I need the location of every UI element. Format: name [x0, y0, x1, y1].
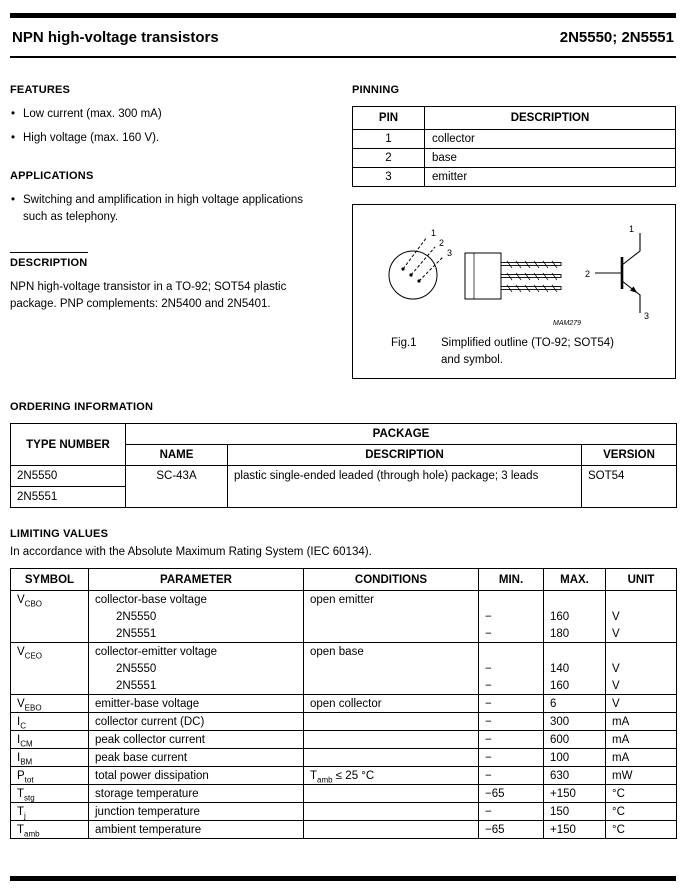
- limiting-note: In accordance with the Absolute Maximum Rating System (IEC 60134).: [10, 546, 372, 559]
- pin-label: 3: [644, 311, 650, 321]
- min-cell: −: [479, 749, 544, 767]
- unit-cell: °C: [606, 785, 677, 803]
- min-cell: [479, 643, 544, 661]
- conditions-cell: [304, 625, 479, 643]
- applications-list: [10, 192, 330, 225]
- limiting-values-section: [10, 528, 676, 839]
- version-column-header: VERSION: [582, 445, 677, 466]
- type-number-cell: 2N5551: [11, 487, 126, 508]
- symbol-cell: $V_{EBO}$: [11, 695, 89, 713]
- features-heading: FEATURES: [10, 84, 71, 96]
- two-column-area: [10, 84, 676, 379]
- min-cell: −: [479, 608, 544, 625]
- application-item: • Switching and amplification in high voltage applications such as telephony.: [10, 192, 330, 225]
- symbol-cell: [11, 625, 89, 643]
- pinning-heading: PINNING: [352, 84, 400, 96]
- conditions-cell: open emitter: [304, 591, 479, 609]
- figure-caption-text: Simplified outline (TO-92; SOT54) and symbol.: [441, 337, 614, 366]
- unit-cell: [606, 643, 677, 661]
- parameter-cell: collector current (DC): [89, 713, 304, 731]
- conditions-cell: $T_{amb} \le 25$ °C: [304, 767, 479, 785]
- right-column: [352, 84, 676, 379]
- table-row: [11, 803, 677, 821]
- pin-label: 3: [447, 248, 453, 258]
- header-bottom-rule: [10, 56, 676, 58]
- page-bottom-rule: [10, 876, 676, 881]
- conditions-cell: [304, 785, 479, 803]
- package-name-cell: SC-43A: [126, 466, 228, 508]
- unit-cell: mA: [606, 749, 677, 767]
- parameter-cell: emitter-base voltage: [89, 695, 304, 713]
- symbol-cell: $P_{tot}$: [11, 767, 89, 785]
- parameter-cell: peak base current: [89, 749, 304, 767]
- conditions-cell: [304, 821, 479, 839]
- table-row: [11, 821, 677, 839]
- min-cell: [479, 591, 544, 609]
- min-cell: −: [479, 767, 544, 785]
- symbol-cell: $T_j$: [11, 803, 89, 821]
- to92-top-view-icon: [389, 228, 452, 299]
- max-cell: [544, 591, 606, 609]
- unit-cell: mW: [606, 767, 677, 785]
- parameter-cell: 2N5550: [89, 608, 304, 625]
- max-cell: [544, 643, 606, 661]
- table-row: [11, 591, 677, 609]
- symbol-cell: $I_{CM}$: [11, 731, 89, 749]
- feature-item: • Low current (max. 300 mA): [10, 106, 330, 123]
- conditions-cell: [304, 713, 479, 731]
- conditions-cell: open base: [304, 643, 479, 661]
- unit-cell: mA: [606, 731, 677, 749]
- description-heading: DESCRIPTION: [10, 256, 88, 269]
- max-cell: 160: [544, 677, 606, 695]
- conditions-cell: [304, 660, 479, 677]
- table-row: [11, 677, 677, 695]
- max-cell: 180: [544, 625, 606, 643]
- table-row: [11, 713, 677, 731]
- min-cell: −: [479, 695, 544, 713]
- symbol-column-header: SYMBOL: [11, 569, 89, 591]
- limiting-heading: LIMITING VALUES: [10, 528, 109, 541]
- table-row: [11, 643, 677, 661]
- type-number-cell: 2N5550: [11, 466, 126, 487]
- parameter-cell: collector-emitter voltage: [89, 643, 304, 661]
- parameter-cell: storage temperature: [89, 785, 304, 803]
- conditions-cell: [304, 749, 479, 767]
- symbol-cell: $V_{CBO}$: [11, 591, 89, 609]
- table-row: [353, 168, 676, 187]
- min-cell: −65: [479, 785, 544, 803]
- description-text: NPN high-voltage transistor in a TO-92; SOT54 plastic package. PNP complements: 2N5400 and 2N5401.: [10, 280, 287, 310]
- min-cell: −: [479, 731, 544, 749]
- min-cell: −: [479, 713, 544, 731]
- table-row: [11, 731, 677, 749]
- description-section: [10, 252, 330, 314]
- pin-number-cell: 1: [353, 130, 425, 149]
- table-row: [11, 608, 677, 625]
- unit-cell: V: [606, 660, 677, 677]
- unit-cell: [606, 591, 677, 609]
- min-cell: −: [479, 677, 544, 695]
- pin-label: 1: [431, 228, 437, 238]
- unit-cell: °C: [606, 803, 677, 821]
- pin-label: 2: [584, 269, 590, 279]
- pin-label: 1: [628, 224, 634, 234]
- table-row: [11, 695, 677, 713]
- table-row: [353, 149, 676, 168]
- table-row: [11, 660, 677, 677]
- pin-column-header: PIN: [353, 107, 425, 130]
- figure-caption: [357, 335, 671, 368]
- conditions-column-header: CONDITIONS: [304, 569, 479, 591]
- symbol-cell: $I_C$: [11, 713, 89, 731]
- part-numbers: 2N5550; 2N5551: [559, 29, 674, 46]
- pin-number-cell: 3: [353, 168, 425, 187]
- document-header: [10, 18, 676, 56]
- table-row: [11, 749, 677, 767]
- package-column-header: PACKAGE: [126, 424, 677, 445]
- min-cell: −: [479, 625, 544, 643]
- left-column: [10, 84, 330, 379]
- max-cell: 300: [544, 713, 606, 731]
- ordering-header-row-1: [11, 424, 677, 445]
- ordering-heading: ORDERING INFORMATION: [10, 401, 154, 414]
- figure-1: [352, 204, 676, 379]
- max-column-header: MAX.: [544, 569, 606, 591]
- max-cell: 6: [544, 695, 606, 713]
- max-cell: +150: [544, 785, 606, 803]
- pinning-table: [352, 106, 676, 187]
- unit-cell: V: [606, 677, 677, 695]
- applications-heading: APPLICATIONS: [10, 170, 94, 183]
- pin-label: 2: [439, 238, 445, 248]
- unit-cell: °C: [606, 821, 677, 839]
- unit-cell: V: [606, 695, 677, 713]
- applications-section: [10, 170, 330, 225]
- min-cell: −65: [479, 821, 544, 839]
- package-version-cell: SOT54: [582, 466, 677, 508]
- description-overline: [10, 252, 88, 253]
- table-row: [11, 625, 677, 643]
- features-section: [10, 84, 330, 146]
- symbol-cell: [11, 660, 89, 677]
- parameter-cell: total power dissipation: [89, 767, 304, 785]
- type-number-column-header: TYPE NUMBER: [11, 424, 126, 466]
- limiting-values-table: [10, 568, 677, 839]
- npn-transistor-symbol-icon: [585, 224, 649, 321]
- to92-side-view-icon: [465, 253, 561, 299]
- max-cell: 140: [544, 660, 606, 677]
- conditions-cell: [304, 677, 479, 695]
- table-row: [353, 130, 676, 149]
- max-cell: 150: [544, 803, 606, 821]
- symbol-cell: $V_{CEO}$: [11, 643, 89, 661]
- pin-description-cell: base: [425, 149, 676, 168]
- table-row: [11, 767, 677, 785]
- symbol-cell: $I_{BM}$: [11, 749, 89, 767]
- max-cell: 600: [544, 731, 606, 749]
- features-list: [10, 106, 330, 146]
- parameter-cell: peak collector current: [89, 731, 304, 749]
- pin-description-cell: collector: [425, 130, 676, 149]
- parameter-cell: 2N5550: [89, 660, 304, 677]
- table-row: [11, 785, 677, 803]
- parameter-cell: 2N5551: [89, 625, 304, 643]
- description-column-header: DESCRIPTION: [228, 445, 582, 466]
- min-column-header: MIN.: [479, 569, 544, 591]
- unit-cell: V: [606, 608, 677, 625]
- ordering-information-section: [10, 401, 676, 508]
- min-cell: −: [479, 803, 544, 821]
- parameter-cell: ambient temperature: [89, 821, 304, 839]
- parameter-cell: junction temperature: [89, 803, 304, 821]
- max-cell: +150: [544, 821, 606, 839]
- conditions-cell: [304, 731, 479, 749]
- name-column-header: NAME: [126, 445, 228, 466]
- max-cell: 160: [544, 608, 606, 625]
- unit-column-header: UNIT: [606, 569, 677, 591]
- min-cell: −: [479, 660, 544, 677]
- unit-cell: mA: [606, 713, 677, 731]
- symbol-cell: $T_{stg}$: [11, 785, 89, 803]
- figure-caption-label: Fig.1: [391, 337, 417, 349]
- symbol-cell: [11, 608, 89, 625]
- description-column-header: DESCRIPTION: [425, 107, 676, 130]
- pinning-header-row: [353, 107, 676, 130]
- limiting-header-row: [11, 569, 677, 591]
- page-title: NPN high-voltage transistors: [12, 29, 219, 46]
- ordering-table: [10, 423, 677, 508]
- package-outline-and-symbol-drawing: [357, 213, 673, 329]
- parameter-cell: collector-base voltage: [89, 591, 304, 609]
- pin-number-cell: 2: [353, 149, 425, 168]
- max-cell: 100: [544, 749, 606, 767]
- table-row: [11, 466, 677, 487]
- symbol-cell: [11, 677, 89, 695]
- conditions-cell: [304, 608, 479, 625]
- package-description-cell: plastic single-ended leaded (through hole) package; 3 leads: [228, 466, 582, 508]
- unit-cell: V: [606, 625, 677, 643]
- pin-description-cell: emitter: [425, 168, 676, 187]
- symbol-cell: $T_{amb}$: [11, 821, 89, 839]
- parameter-cell: 2N5551: [89, 677, 304, 695]
- drawing-code: MAM279: [553, 320, 582, 327]
- parameter-column-header: PARAMETER: [89, 569, 304, 591]
- feature-item: • High voltage (max. 160 V).: [10, 130, 330, 147]
- max-cell: 630: [544, 767, 606, 785]
- conditions-cell: open collector: [304, 695, 479, 713]
- conditions-cell: [304, 803, 479, 821]
